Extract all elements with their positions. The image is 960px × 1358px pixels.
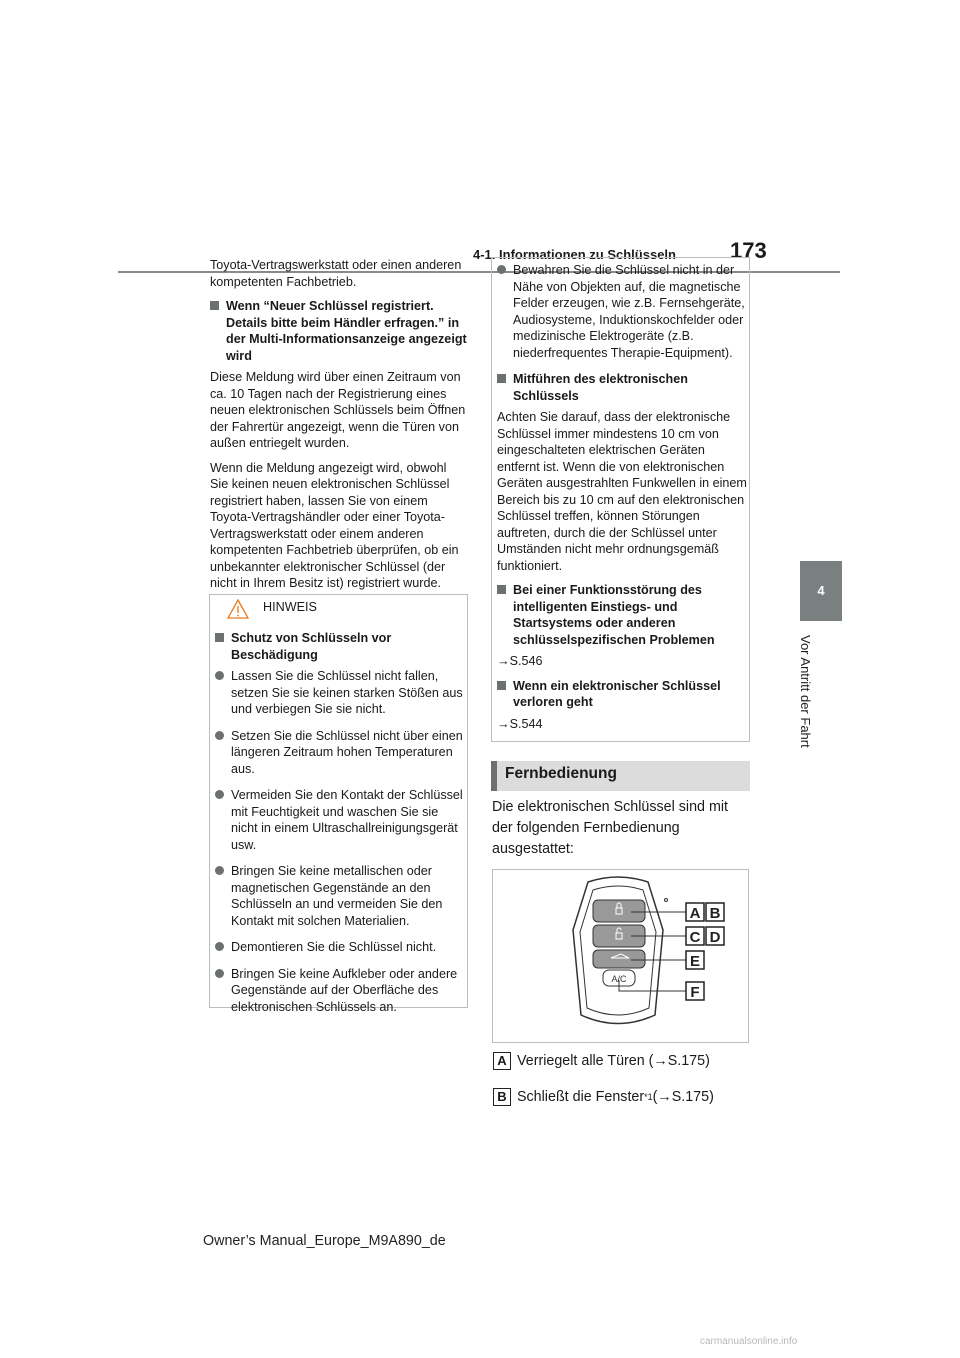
- info-body: [497, 262, 747, 740]
- left-column: [210, 257, 468, 600]
- page-reference-link[interactable]: →S.175): [653, 1053, 710, 1069]
- page-reference-link[interactable]: (→S.175): [652, 1089, 714, 1105]
- square-bullet-icon: [497, 681, 506, 690]
- notice-bullet: [215, 728, 465, 778]
- square-bullet-icon: [210, 301, 219, 310]
- round-bullet-icon: [215, 731, 224, 740]
- message-heading: [210, 298, 468, 364]
- round-bullet-icon: [215, 790, 224, 799]
- figure-label-c: C: [689, 929, 701, 946]
- round-bullet-icon: [215, 671, 224, 680]
- info-bullet: [497, 262, 747, 361]
- legend-text: Verriegelt alle Türen (: [517, 1053, 654, 1069]
- notice-bullet-text: Bringen Sie keine Aufkleber oder andere Gegenstände auf der Oberfläche des elektronischen Schlüssels an.: [231, 966, 458, 1014]
- notice-bullet-text: Bringen Sie keine metallischen oder magnetischen Gegenstände an den Schlüsseln an und vermeiden Sie den Kontakt mit solchen Materialien.: [231, 864, 443, 928]
- remote-section-title: Fernbedienung: [505, 765, 617, 782]
- round-bullet-icon: [215, 969, 224, 978]
- square-bullet-icon: [215, 633, 224, 642]
- ac-button-label: A/C: [611, 974, 627, 984]
- notice-heading: [215, 630, 465, 663]
- notice-bullet: [215, 668, 465, 718]
- notice-bullet-text: Lassen Sie die Schlüssel nicht fallen, setzen Sie sie keinen starken Stößen aus und verbiegen Sie sie nicht.: [231, 669, 463, 716]
- chapter-label: Vor Antritt der Fahrt: [798, 635, 813, 748]
- notice-bullet-text: Setzen Sie die Schlüssel nicht über einen längeren Zeitraum hohen Temperaturen aus.: [231, 728, 463, 776]
- figure-label-e: E: [689, 953, 701, 970]
- legend-text: Schließt die Fenster: [517, 1089, 645, 1105]
- notice-bullet: [215, 966, 465, 1016]
- info-paragraph-1: Achten Sie darauf, dass der elektronische Schlüssel immer mindestens 10 cm von eingeschalteten elektrischen Geräten entfernt ist. Wenn die von elektronischen Geräten ausgestrahlten Funkwellen in einem Bereich bis zu 10 cm auf den elektronischen Schlüssel treffen, können Störungen auftreten, durch die der Schlüssel unter Umständen nicht mehr ordnungsgemäß funktioniert.: [497, 410, 747, 573]
- notice-heading-text: Schutz von Schlüsseln vor Beschädigung: [231, 631, 392, 662]
- notice-body: [215, 630, 465, 1025]
- legend-item-a: [493, 1052, 710, 1070]
- message-heading-text: Wenn “Neuer Schlüssel registriert. Details bitte beim Händler erfragen.” in der Multi-Informationsanzeige angezeigt wird: [226, 299, 467, 363]
- figure-label-f: F: [690, 984, 700, 1001]
- figure-label-b: B: [709, 905, 721, 922]
- notice-bullet: [215, 863, 465, 929]
- remote-section-accent: [491, 761, 497, 791]
- notice-title: HINWEIS: [263, 600, 317, 614]
- page-reference-link[interactable]: →S.546: [497, 654, 543, 668]
- remote-figure: [492, 869, 749, 1043]
- page-reference-link[interactable]: →S.544: [497, 716, 543, 731]
- round-bullet-icon: [215, 866, 224, 875]
- page-number: 173: [730, 238, 767, 263]
- figure-label-d: D: [709, 929, 721, 946]
- square-bullet-icon: [497, 374, 506, 383]
- info-heading-text: Bei einer Funktionsstörung des intelligenten Einstiegs- und Startsystems oder anderen schlüsselspezifischen Problemen: [513, 583, 715, 647]
- chapter-tab: 4: [800, 561, 842, 621]
- info-heading-3: [497, 678, 747, 711]
- message-paragraph-2: Wenn die Meldung angezeigt wird, obwohl Sie keinen neuen elektronischen Schlüssel registriert haben, lassen Sie von einem Toyota-Vertragshändler oder einer Toyota-Vertragswerkstatt oder einem anderen kompetenten Fachbetrieb überprüfen, ob ein unbekannter elektronischer Schlüssel (der nicht in Ihrem Besitz ist) registriert wurde.: [210, 460, 459, 590]
- legend-letter: B: [493, 1088, 511, 1106]
- notice-bullet: [215, 787, 465, 853]
- info-heading-text: Wenn ein elektronischer Schlüssel verloren geht: [513, 678, 721, 709]
- section-title: 4-1. Informationen zu Schlüsseln: [473, 247, 676, 262]
- info-heading-2: [497, 582, 747, 648]
- legend-item-b: [493, 1088, 714, 1106]
- info-heading-text: Mitführen des elektronischen Schlüssels: [513, 372, 688, 403]
- notice-bullet-text: Vermeiden Sie den Kontakt der Schlüssel mit Feuchtigkeit und waschen Sie sie nicht in einem Ultraschallreinigungsgerät usw.: [231, 788, 463, 852]
- manual-id: Owner’s Manual_Europe_M9A890_de: [203, 1233, 446, 1249]
- intro-paragraph: Toyota-Vertragswerkstatt oder einen anderen kompetenten Fachbetrieb.: [210, 258, 462, 289]
- warning-icon: [227, 599, 249, 624]
- remote-intro: Die elektronischen Schlüssel sind mit der folgenden Fernbedienung ausgestattet:: [492, 799, 729, 857]
- notice-bullet: [215, 939, 465, 956]
- round-bullet-icon: [497, 265, 506, 274]
- legend-letter: A: [493, 1052, 511, 1070]
- info-heading-1: [497, 371, 747, 404]
- notice-bullet-text: Demontieren Sie die Schlüssel nicht.: [231, 940, 437, 954]
- info-bullet-text: Bewahren Sie die Schlüssel nicht in der Nähe von Objekten auf, die magnetische Felder erzeugen, wie z.B. Fernsehgeräte, Audiosysteme, Induktionskochfelder oder medizinische Elektrogeräte (z.B. niederfrequentes Therapie-Equipment).: [513, 263, 745, 360]
- figure-label-a: A: [689, 905, 701, 922]
- watermark: carmanualsonline.info: [700, 1336, 798, 1347]
- key-fob-illustration: [493, 870, 748, 1042]
- message-paragraph-1: Diese Meldung wird über einen Zeitraum von ca. 10 Tagen nach der Registrierung eines neuen elektronischen Schlüssels beim Öffnen der Fahrertür angezeigt, wenn die Türen von außen entriegelt wurden.: [210, 370, 466, 450]
- round-bullet-icon: [215, 942, 224, 951]
- square-bullet-icon: [497, 585, 506, 594]
- footnote-marker: *1: [644, 1092, 653, 1102]
